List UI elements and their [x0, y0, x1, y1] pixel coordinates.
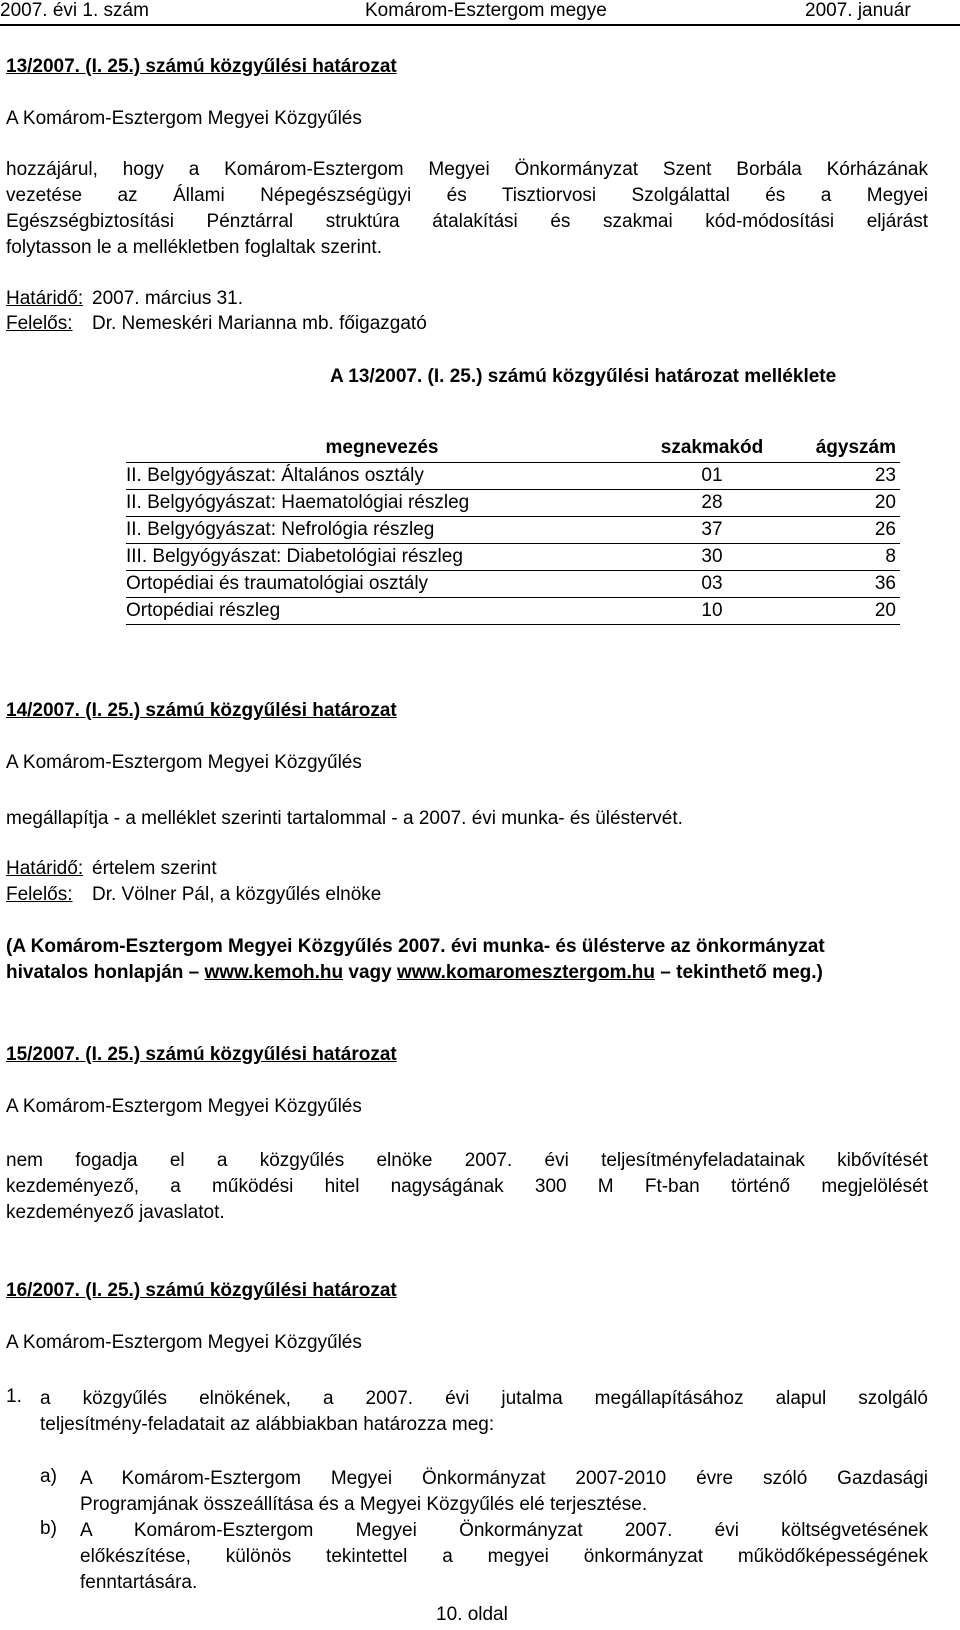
- resolution-16-title: 16/2007. (I. 25.) számú közgyűlési határozat: [6, 1280, 397, 1301]
- responsible-value: Dr. Völner Pál, a közgyűlés elnöke: [92, 884, 382, 905]
- col-header-code: szakmakód: [638, 434, 786, 463]
- cell-code: 28: [638, 490, 786, 517]
- col-header-name: megnevezés: [126, 434, 638, 463]
- table-row: [126, 544, 900, 571]
- resolution-15-title: 15/2007. (I. 25.) számú közgyűlési határozat: [6, 1044, 397, 1065]
- sub-b-mark: b): [40, 1518, 57, 1539]
- text-line: fenntartására.: [80, 1572, 198, 1593]
- text-line: Egészségbiztosítási Pénztárral struktúra átalakítási és szakmai kód-módosítási eljárást: [6, 211, 928, 232]
- col-header-beds: ágyszám: [786, 434, 900, 463]
- responsible-label: Felelős:: [6, 313, 73, 334]
- annex-table: [126, 434, 900, 625]
- text-line: Programjának összeállítása és a Megyei Közgyűlés elé terjesztése.: [80, 1494, 648, 1515]
- cell-name: II. Belgyógyászat: Haematológiai részleg: [126, 490, 638, 517]
- cell-name: III. Belgyógyászat: Diabetológiai részleg: [126, 544, 638, 571]
- text-line: nem fogadja el a közgyűlés elnöke 2007. évi teljesítményfeladatainak kibővítését: [6, 1150, 928, 1171]
- header-issue: 2007. évi 1. szám: [0, 0, 149, 21]
- cell-name: Ortopédiai és traumatológiai osztály: [126, 571, 638, 598]
- cell-name: II. Belgyógyászat: Nefrológia részleg: [126, 517, 638, 544]
- header-month: 2007. január: [805, 0, 911, 21]
- kemoh-link[interactable]: www.kemoh.hu: [204, 962, 344, 983]
- text-line: vezetése az Állami Népegészségügyi és Tisztiorvosi Szolgálattal és a Megyei: [6, 185, 928, 206]
- note-text: hivatalos honlapján –: [6, 962, 200, 983]
- cell-name: II. Belgyógyászat: Általános osztály: [126, 463, 638, 490]
- resolution-15-body: A Komárom-Esztergom Megyei Közgyűlés: [6, 1096, 362, 1117]
- responsible-value: Dr. Nemeskéri Marianna mb. főigazgató: [92, 313, 427, 334]
- cell-code: 30: [638, 544, 786, 571]
- text-line: kezdeményező javaslatot.: [6, 1202, 225, 1223]
- table-row: [126, 517, 900, 544]
- deadline-value: értelem szerint: [92, 858, 217, 879]
- responsible-label: Felelős:: [6, 884, 73, 905]
- resolution-13-deadline: [6, 288, 243, 310]
- resolution-14-note-line2: [6, 962, 823, 984]
- resolution-13-responsible: [6, 313, 427, 335]
- annex-title: A 13/2007. (I. 25.) számú közgyűlési határozat melléklete: [330, 366, 837, 387]
- note-text: vagy: [348, 962, 392, 983]
- text-line: kezdeményező, a működési hitel nagyságának 300 M Ft-ban történő megjelölését: [6, 1176, 928, 1197]
- deadline-label: Határidő:: [6, 858, 84, 879]
- komaromesztergom-link[interactable]: www.komaromesztergom.hu: [397, 962, 655, 983]
- text-line: teljesítmény-feladatait az alábbiakban határozza meg:: [40, 1414, 495, 1435]
- sub-a-mark: a): [40, 1466, 57, 1487]
- deadline-value: 2007. március 31.: [92, 288, 244, 309]
- cell-beds: 20: [786, 490, 900, 517]
- cell-code: 03: [638, 571, 786, 598]
- cell-code: 01: [638, 463, 786, 490]
- cell-beds: 26: [786, 517, 900, 544]
- text-line: A Komárom-Esztergom Megyei Önkormányzat 2007-2010 évre szóló Gazdasági: [80, 1468, 928, 1489]
- cell-code: 10: [638, 598, 786, 625]
- resolution-14-body: A Komárom-Esztergom Megyei Közgyűlés: [6, 752, 362, 773]
- text-line: hozzájárul, hogy a Komárom-Esztergom Megyei Önkormányzat Szent Borbála Kórházának: [6, 159, 928, 180]
- cell-beds: 36: [786, 571, 900, 598]
- cell-beds: 20: [786, 598, 900, 625]
- sub-b-text: [80, 1518, 928, 1596]
- page-number: 10. oldal: [436, 1604, 508, 1625]
- table-row: [126, 571, 900, 598]
- item-1-text: [40, 1386, 928, 1438]
- resolution-14-title: 14/2007. (I. 25.) számú közgyűlési határozat: [6, 700, 397, 721]
- note-text: – tekinthető meg.): [660, 962, 823, 983]
- resolution-14-note-line1: (A Komárom-Esztergom Megyei Közgyűlés 2007. évi munka- és ülésterve az önkormányzat: [6, 936, 825, 957]
- text-line: a közgyűlés elnökének, a 2007. évi jutalma megállapításához alapul szolgáló: [40, 1388, 928, 1409]
- text-line: folytasson le a mellékletben foglaltak szerint.: [6, 237, 382, 258]
- item-1-number: 1.: [6, 1386, 22, 1407]
- cell-name: Ortopédiai részleg: [126, 598, 638, 625]
- resolution-13-title: 13/2007. (I. 25.) számú közgyűlési határozat: [6, 56, 397, 77]
- cell-beds: 23: [786, 463, 900, 490]
- text-line: A Komárom-Esztergom Megyei Önkormányzat 2007. évi költségvetésének: [80, 1520, 928, 1541]
- resolution-13-text: [6, 157, 928, 261]
- text-line: előkészítése, különös tekintettel a megyei önkormányzat működőképességének: [80, 1546, 928, 1567]
- table-row: [126, 598, 900, 625]
- resolution-13-body: A Komárom-Esztergom Megyei Közgyűlés: [6, 108, 362, 129]
- resolution-14-responsible: [6, 884, 381, 906]
- cell-code: 37: [638, 517, 786, 544]
- resolution-14-deadline: [6, 858, 217, 880]
- resolution-16-body: A Komárom-Esztergom Megyei Közgyűlés: [6, 1332, 362, 1353]
- table-row: [126, 490, 900, 517]
- resolution-15-text: [6, 1148, 928, 1226]
- table-row: [126, 463, 900, 490]
- cell-beds: 8: [786, 544, 900, 571]
- header-county: Komárom-Esztergom megye: [365, 0, 607, 21]
- resolution-14-text: megállapítja - a melléklet szerinti tartalommal - a 2007. évi munka- és üléstervét.: [6, 808, 683, 829]
- annex-header-row: [126, 434, 900, 463]
- header-rule: [0, 24, 960, 26]
- deadline-label: Határidő:: [6, 288, 84, 309]
- sub-a-text: [80, 1466, 928, 1518]
